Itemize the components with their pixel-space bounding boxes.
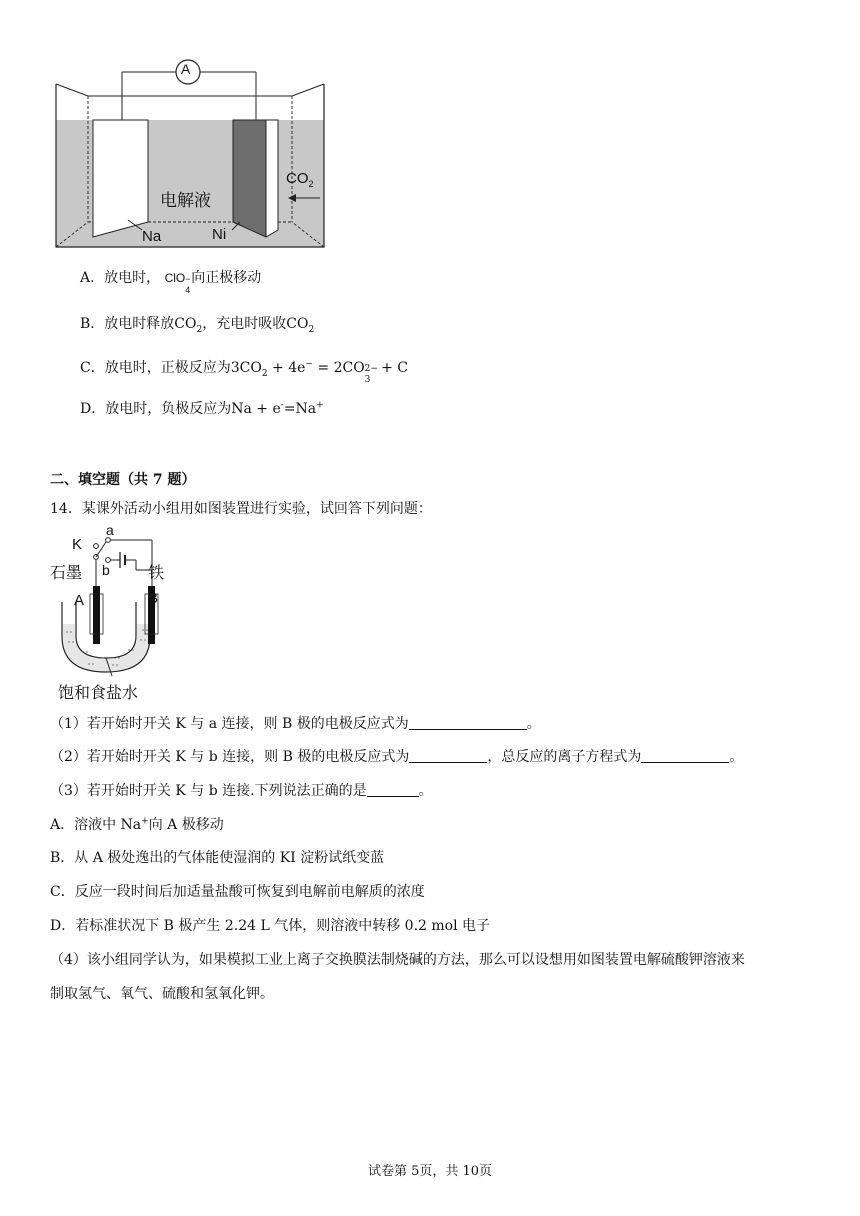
q13-option-c: C．放电时，正极反应为$3CO_2 + 4e^- = 2CO$ 2− 3 + C: [80, 359, 409, 385]
q13-option-d: D．放电时，负极反应为Na + e-=Na+: [80, 400, 324, 417]
q14-part2: （2）若开始时开关 K 与 b 连接，则 B 极的电极反应式为 ，总反应的离子方程式为 。: [50, 749, 744, 765]
q14-stem: 14．某课外活动小组用如图装置进行实验，试回答下列问题：: [50, 501, 432, 517]
switch-b-label: b: [102, 562, 110, 578]
na-label: Na: [142, 228, 162, 245]
electrode-b-label: B: [148, 590, 159, 607]
q13-option-b: B．放电时释放$CO_2$，充电时吸收$CO_2$: [80, 316, 315, 335]
battery-diagram: [50, 52, 340, 252]
section-title: 二、填空题（共 7 题）: [50, 472, 196, 488]
q13-option-a: A．放电时， ClO − 4 向正极移动: [80, 270, 262, 295]
ammeter-label: A: [181, 61, 191, 77]
battery-figure: [50, 52, 340, 252]
answer-blank-4[interactable]: [367, 782, 419, 797]
switch-a-label: a: [106, 522, 114, 538]
electrode-a-label: A: [74, 592, 85, 609]
q14-part1: （1）若开始时开关 K 与 a 连接，则 B 极的电极反应式为 。: [50, 716, 541, 732]
saline-caption: 饱和食盐水: [58, 683, 139, 702]
q14-part4-line2: 制取氢气、氧气、硫酸和氢氧化钾。: [50, 986, 274, 1002]
q14-option-c: C．反应一段时间后加适量盐酸可恢复到电解前电解质的浓度: [50, 884, 425, 900]
u-tube-figure: [48, 524, 198, 704]
electrolyte-label: 电解液: [160, 191, 211, 211]
graphite-label: 石墨: [50, 563, 83, 582]
iron-label: 铁: [148, 563, 165, 582]
u-tube-diagram: [48, 524, 198, 704]
q14-option-d: D．若标准状况下 B 极产生 2.24 L 气体，则溶液中转移 0.2 mol 电子: [50, 918, 491, 934]
ni-label: Ni: [212, 226, 227, 243]
q14-option-b: B．从 A 极处逸出的气体能使湿润的 KI 淀粉试纸变蓝: [50, 850, 385, 866]
switch-k-label: K: [72, 536, 83, 553]
q14-part3: （3）若开始时开关 K 与 b 连接.下列说法正确的是 。: [50, 783, 433, 799]
answer-blank-2[interactable]: [409, 748, 487, 763]
co2-label: $CO_2$: [286, 170, 314, 189]
q14-part4-line1: （4）该小组同学认为，如果模拟工业上离子交换膜法制烧碱的方法，那么可以设想用如图装置电解硫酸钾溶液来: [50, 952, 745, 968]
answer-blank-3[interactable]: [641, 748, 729, 763]
page-footer: 试卷第 5页，共 10页: [367, 1164, 493, 1179]
q14-option-a: A．溶液中 Na+向 A 极移动: [50, 816, 224, 833]
answer-blank-1[interactable]: [409, 715, 527, 730]
